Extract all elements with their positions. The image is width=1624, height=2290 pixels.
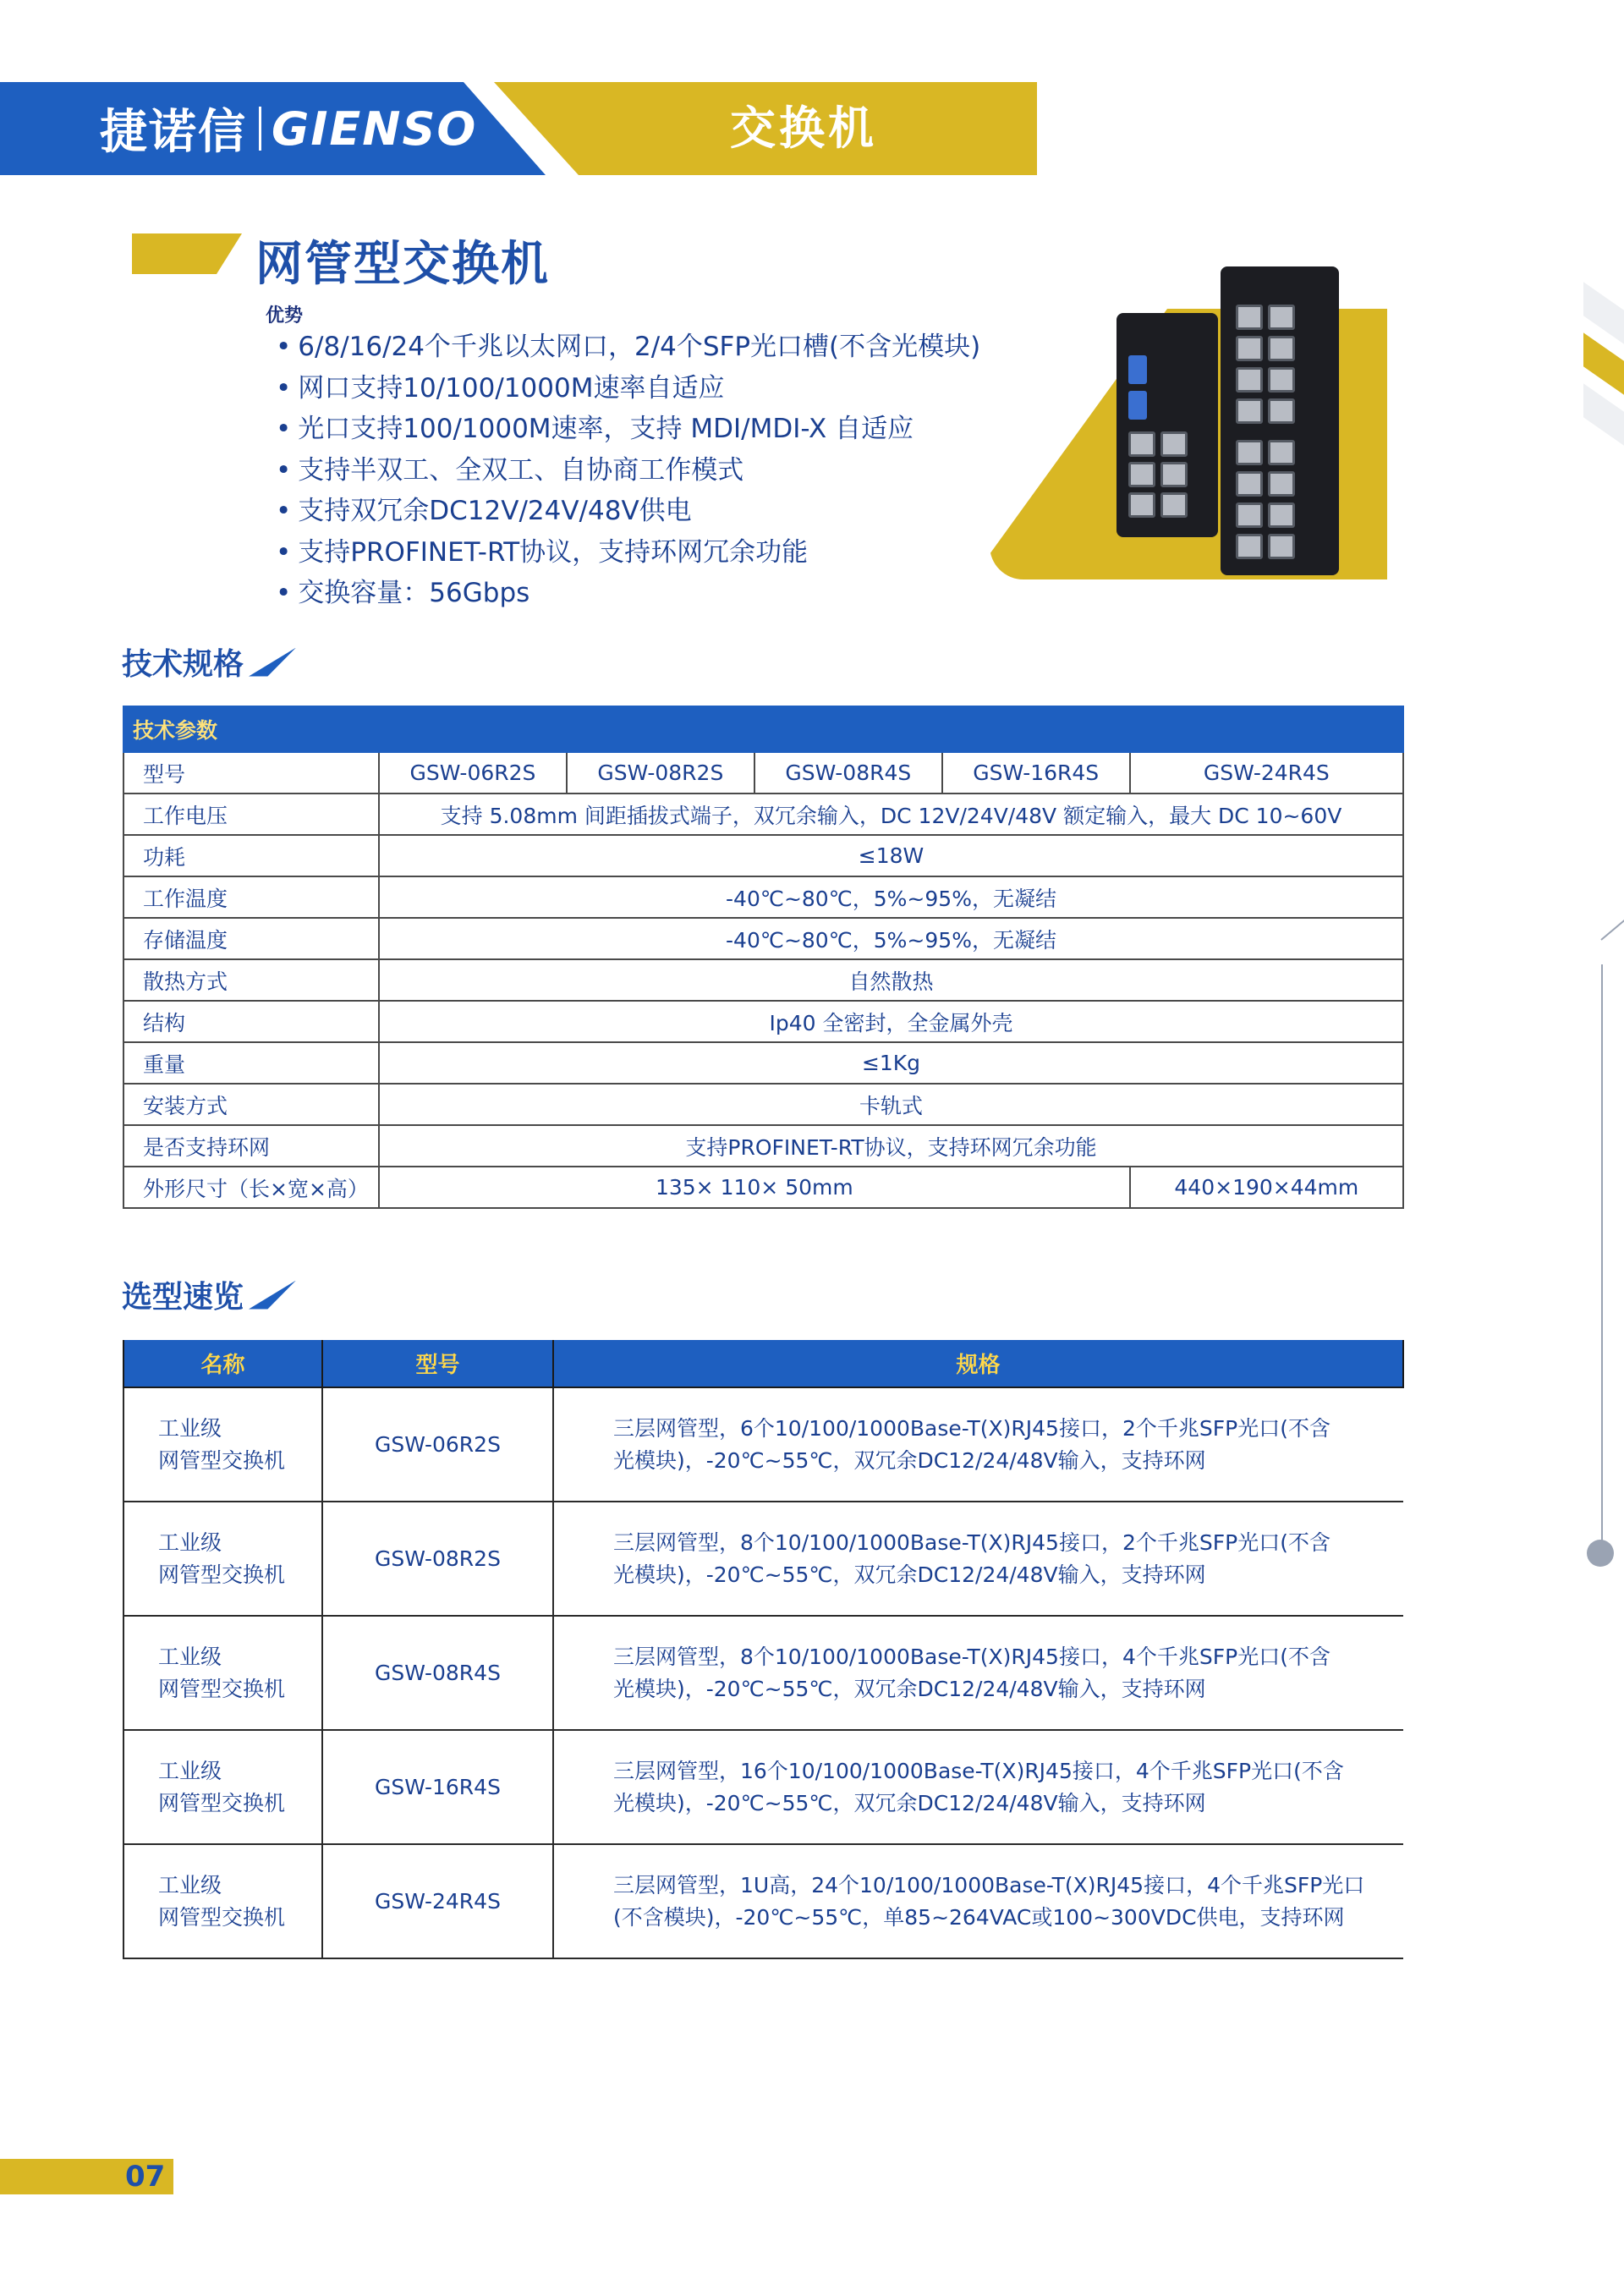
spec-value: 支持 5.08mm 间距插拔式端子，双冗余输入，DC 12V/24V/48V 额定输入，最大 DC 10~60V (379, 794, 1403, 835)
rj45-port (1128, 431, 1155, 457)
decorative-dot (1587, 1540, 1614, 1567)
name-line: 工业级 (158, 1529, 222, 1555)
rj45-port (1268, 440, 1295, 465)
spec-value: 支持PROFINET-RT协议，支持环网冗余功能 (379, 1125, 1403, 1167)
rj45-port (1236, 305, 1263, 330)
rj45-port (1236, 398, 1263, 424)
selection-header (123, 1340, 1403, 1387)
rj45-port (1236, 502, 1263, 528)
model-cell: GSW-24R4S (1130, 752, 1403, 794)
spec-value: 自然散热 (379, 959, 1403, 1001)
stripe (1583, 383, 1624, 446)
advantage-item: • 支持PROFINET-RT协议，支持环网冗余功能 (276, 532, 980, 574)
spec-row (123, 1042, 1403, 1084)
brand-separator (259, 107, 261, 151)
col-header-model: 型号 (322, 1340, 553, 1387)
name-line: 网管型交换机 (158, 1904, 286, 1930)
spec-label: 安装方式 (123, 1084, 379, 1125)
spec-value: ≤1Kg (379, 1042, 1403, 1084)
spec-label: 功耗 (123, 835, 379, 876)
product-model: GSW-08R4S (322, 1616, 553, 1730)
rj45-port (1268, 471, 1295, 497)
col-header-spec: 规格 (553, 1340, 1403, 1387)
switch-device-large (1221, 266, 1339, 575)
spec-line: 三层网管型，8个10/100/1000Base-T(X)RJ45接口，4个千兆SFP光口(不含 (613, 1644, 1330, 1669)
spec-value: 卡轨式 (379, 1084, 1403, 1125)
brand-logo (100, 95, 477, 162)
spec-row (123, 918, 1403, 959)
product-model: GSW-06R2S (322, 1387, 553, 1502)
switch-device-small (1116, 313, 1218, 537)
model-cell: GSW-06R2S (379, 752, 567, 794)
name-line: 工业级 (158, 1415, 222, 1441)
stripe (1583, 332, 1624, 395)
model-cell: GSW-08R2S (567, 752, 754, 794)
rj45-port (1268, 336, 1295, 361)
rj45-port (1236, 534, 1263, 559)
product-name (123, 1502, 322, 1616)
advantages-label: 优势 (266, 305, 304, 327)
table-row (123, 1616, 1403, 1730)
decorative-line (1600, 918, 1624, 941)
product-name (123, 1730, 322, 1844)
product-model: GSW-16R4S (322, 1730, 553, 1844)
product-name (123, 1616, 322, 1730)
spec-row-model (123, 752, 1403, 794)
selection-heading-text: 选型速览 (122, 1280, 244, 1315)
name-line: 网管型交换机 (158, 1562, 286, 1587)
arrow-icon (249, 648, 296, 677)
rj45-port (1268, 398, 1295, 424)
rj45-port (1268, 367, 1295, 393)
product-spec (553, 1387, 1403, 1502)
spec-row (123, 1001, 1403, 1042)
rj45-port (1160, 462, 1188, 487)
name-line: 网管型交换机 (158, 1676, 286, 1701)
spec-table-title: 技术参数 (123, 706, 1403, 752)
spec-line: 光模块)，-20℃~55℃，双冗余DC12/24/48V输入，支持环网 (613, 1447, 1206, 1473)
product-spec (553, 1730, 1403, 1844)
rj45-port (1236, 471, 1263, 497)
advantage-item: • 网口支持10/100/1000M速率自适应 (276, 368, 980, 409)
sfp-port (1128, 355, 1147, 384)
rj45-port (1160, 431, 1188, 457)
name-line: 工业级 (158, 1644, 222, 1669)
name-line: 网管型交换机 (158, 1447, 286, 1473)
specs-heading (122, 640, 296, 684)
specs-heading-text: 技术规格 (122, 647, 244, 682)
spec-line: 三层网管型，16个10/100/1000Base-T(X)RJ45接口，4个千兆SFP光口(不含 (613, 1758, 1344, 1783)
advantage-item: • 支持半双工、全双工、自协商工作模式 (276, 450, 980, 491)
arrow-icon (249, 1281, 296, 1310)
spec-label: 工作温度 (123, 876, 379, 918)
dimension-large: 440×190×44mm (1130, 1167, 1403, 1208)
product-model: GSW-08R2S (322, 1502, 553, 1616)
table-row (123, 1387, 1403, 1502)
product-spec (553, 1616, 1403, 1730)
table-row (123, 1502, 1403, 1616)
spec-value: -40℃~80℃，5%~95%，无凝结 (379, 876, 1403, 918)
product-name (123, 1844, 322, 1958)
spec-line: 光模块)，-20℃~55℃，双冗余DC12/24/48V输入，支持环网 (613, 1676, 1206, 1701)
rj45-port (1236, 367, 1263, 393)
col-header-name: 名称 (123, 1340, 322, 1387)
spec-value: ≤18W (379, 835, 1403, 876)
spec-table (123, 706, 1404, 1209)
product-model: GSW-24R4S (322, 1844, 553, 1958)
category-title: 交换机 (730, 102, 877, 155)
name-line: 工业级 (158, 1872, 222, 1897)
spec-line: 光模块)，-20℃~55℃，双冗余DC12/24/48V输入，支持环网 (613, 1790, 1206, 1815)
rj45-port (1236, 440, 1263, 465)
spec-value: Ip40 全密封，全金属外壳 (379, 1001, 1403, 1042)
spec-label: 存储温度 (123, 918, 379, 959)
advantage-item: • 支持双冗余DC12V/24V/48V供电 (276, 491, 980, 532)
dimension-small: 135× 110× 50mm (379, 1167, 1130, 1208)
page-title: 网管型交换机 (255, 237, 550, 292)
advantage-item: • 6/8/16/24个千兆以太网口，2/4个SFP光口槽(不含光模块) (276, 327, 980, 368)
spec-row (123, 876, 1403, 918)
rj45-port (1268, 305, 1295, 330)
spec-row (123, 1125, 1403, 1167)
spec-label: 散热方式 (123, 959, 379, 1001)
rj45-port (1268, 502, 1295, 528)
spec-row (123, 959, 1403, 1001)
brand-name-en: GIENSO (272, 102, 478, 156)
advantage-item: • 交换容量：56Gbps (276, 573, 980, 614)
rj45-port (1236, 336, 1263, 361)
product-image (981, 258, 1387, 579)
spec-row-dimension (123, 1167, 1403, 1208)
spec-label: 外形尺寸（长×宽×高） (123, 1167, 379, 1208)
name-line: 网管型交换机 (158, 1790, 286, 1815)
spec-row (123, 835, 1403, 876)
name-line: 工业级 (158, 1758, 222, 1783)
product-spec (553, 1502, 1403, 1616)
spec-table-header (123, 706, 1403, 752)
spec-row (123, 1084, 1403, 1125)
product-spec (553, 1844, 1403, 1958)
spec-label: 重量 (123, 1042, 379, 1084)
model-cell: GSW-16R4S (942, 752, 1130, 794)
decorative-stripes (1583, 288, 1624, 474)
rj45-port (1128, 462, 1155, 487)
rj45-port (1268, 534, 1295, 559)
title-accent-bar (132, 233, 242, 274)
selection-table (123, 1340, 1404, 1959)
advantage-item: • 光口支持100/1000M速率，支持 MDI/MDI-X 自适应 (276, 409, 980, 450)
rj45-port (1128, 492, 1155, 518)
sfp-port (1128, 391, 1147, 420)
rj45-port (1160, 492, 1188, 518)
table-row (123, 1844, 1403, 1958)
spec-label: 是否支持环网 (123, 1125, 379, 1167)
selection-heading (122, 1273, 296, 1316)
product-name (123, 1387, 322, 1502)
spec-line: 三层网管型，8个10/100/1000Base-T(X)RJ45接口，2个千兆SFP光口(不含 (613, 1529, 1330, 1555)
spec-row (123, 794, 1403, 835)
brand-name-cn: 捷诺信 (100, 105, 247, 160)
spec-line: 三层网管型，1U高，24个10/100/1000Base-T(X)RJ45接口，4个千兆SFP光口 (613, 1872, 1365, 1897)
spec-line: (不含模块)，-20℃~55℃，单85~264VAC或100~300VDC供电，支持环网 (613, 1904, 1345, 1930)
spec-line: 光模块)，-20℃~55℃，双冗余DC12/24/48V输入，支持环网 (613, 1562, 1206, 1587)
advantages-list (276, 327, 980, 614)
decorative-line (1601, 964, 1603, 1557)
page-number: 07 (125, 2160, 166, 2194)
spec-value: -40℃~80℃，5%~95%，无凝结 (379, 918, 1403, 959)
stripe (1583, 282, 1624, 344)
spec-label: 工作电压 (123, 794, 379, 835)
table-row (123, 1730, 1403, 1844)
model-cell: GSW-08R4S (754, 752, 942, 794)
spec-label: 型号 (123, 752, 379, 794)
spec-label: 结构 (123, 1001, 379, 1042)
spec-line: 三层网管型，6个10/100/1000Base-T(X)RJ45接口，2个千兆SFP光口(不含 (613, 1415, 1330, 1441)
